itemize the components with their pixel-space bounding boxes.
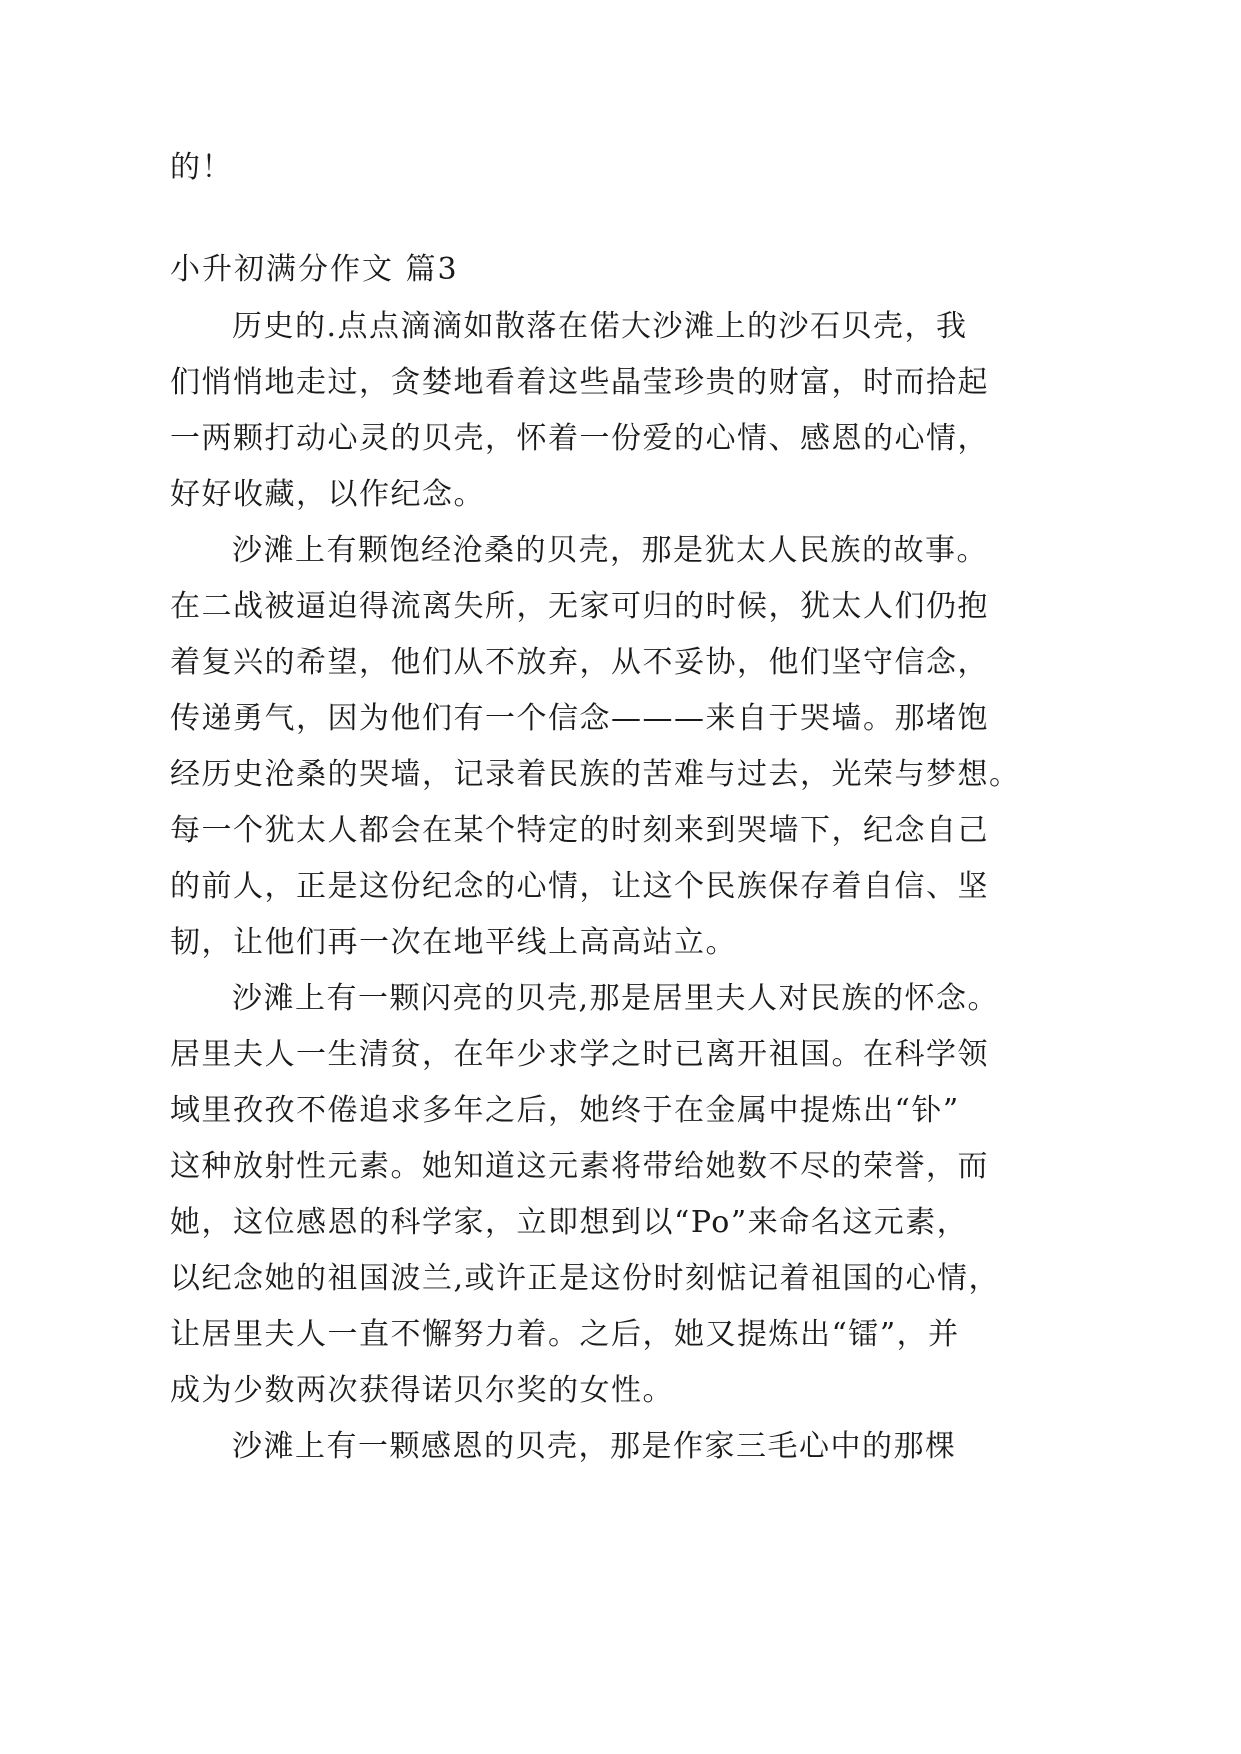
paragraph-3-line-8: 成为少数两次获得诺贝尔奖的女性。 [170,1373,674,1408]
paragraph-3-line-1: 沙滩上有一颗闪亮的贝壳,那是居里夫人对民族的怀念。 [232,981,1000,1016]
paragraph-2-line-1: 沙滩上有颗饱经沧桑的贝壳，那是犹太人民族的故事。 [232,533,988,568]
paragraph-3-line-6: 以纪念她的祖国波兰,或许正是这份时刻惦记着祖国的心情， [170,1261,1001,1296]
paragraph-1-line-2: 们悄悄地走过，贪婪地看着这些晶莹珍贵的财富，时而拾起 [170,365,989,400]
paragraph-2-line-3: 着复兴的希望，他们从不放弃，从不妥协，他们坚守信念， [170,645,989,680]
previous-paragraph-ending: 的！ [170,150,233,185]
paragraph-2-line-5: 经历史沧桑的哭墙，记录着民族的苦难与过去，光荣与梦想。 [170,757,1021,792]
paragraph-3-line-3: 域里孜孜不倦追求多年之后，她终于在金属中提炼出“钋” [170,1093,960,1128]
paragraph-3-line-7: 让居里夫人一直不懈努力着。之后，她又提炼出“镭”，并 [170,1317,960,1352]
section-title: 小升初满分作文 篇3 [170,252,459,287]
paragraph-2-line-2: 在二战被逼迫得流离失所，无家可归的时候，犹太人们仍抱 [170,589,989,624]
paragraph-1-line-3: 一两颗打动心灵的贝壳，怀着一份爱的心情、感恩的心情， [170,421,989,456]
paragraph-3-line-2: 居里夫人一生清贫，在年少求学之时已离开祖国。在科学领 [170,1037,989,1072]
paragraph-2-line-7: 的前人，正是这份纪念的心情，让这个民族保存着自信、坚 [170,869,989,904]
paragraph-2-line-8: 韧，让他们再一次在地平线上高高站立。 [170,925,737,960]
paragraph-2-line-4: 传递勇气，因为他们有一个信念———来自于哭墙。那堵饱 [170,701,989,736]
paragraph-1-line-1: 历史的.点点滴滴如散落在偌大沙滩上的沙石贝壳，我 [232,309,968,344]
paragraph-2-line-6: 每一个犹太人都会在某个特定的时刻来到哭墙下，纪念自己 [170,813,989,848]
paragraph-3-line-4: 这种放射性元素。她知道这元素将带给她数不尽的荣誉，而 [170,1149,989,1184]
paragraph-4-line-1: 沙滩上有一颗感恩的贝壳，那是作家三毛心中的那棵 [232,1429,957,1464]
paragraph-1-line-4: 好好收藏，以作纪念。 [170,477,485,512]
paragraph-3-line-5: 她，这位感恩的科学家，立即想到以“Po”来命名这元素， [170,1205,969,1240]
